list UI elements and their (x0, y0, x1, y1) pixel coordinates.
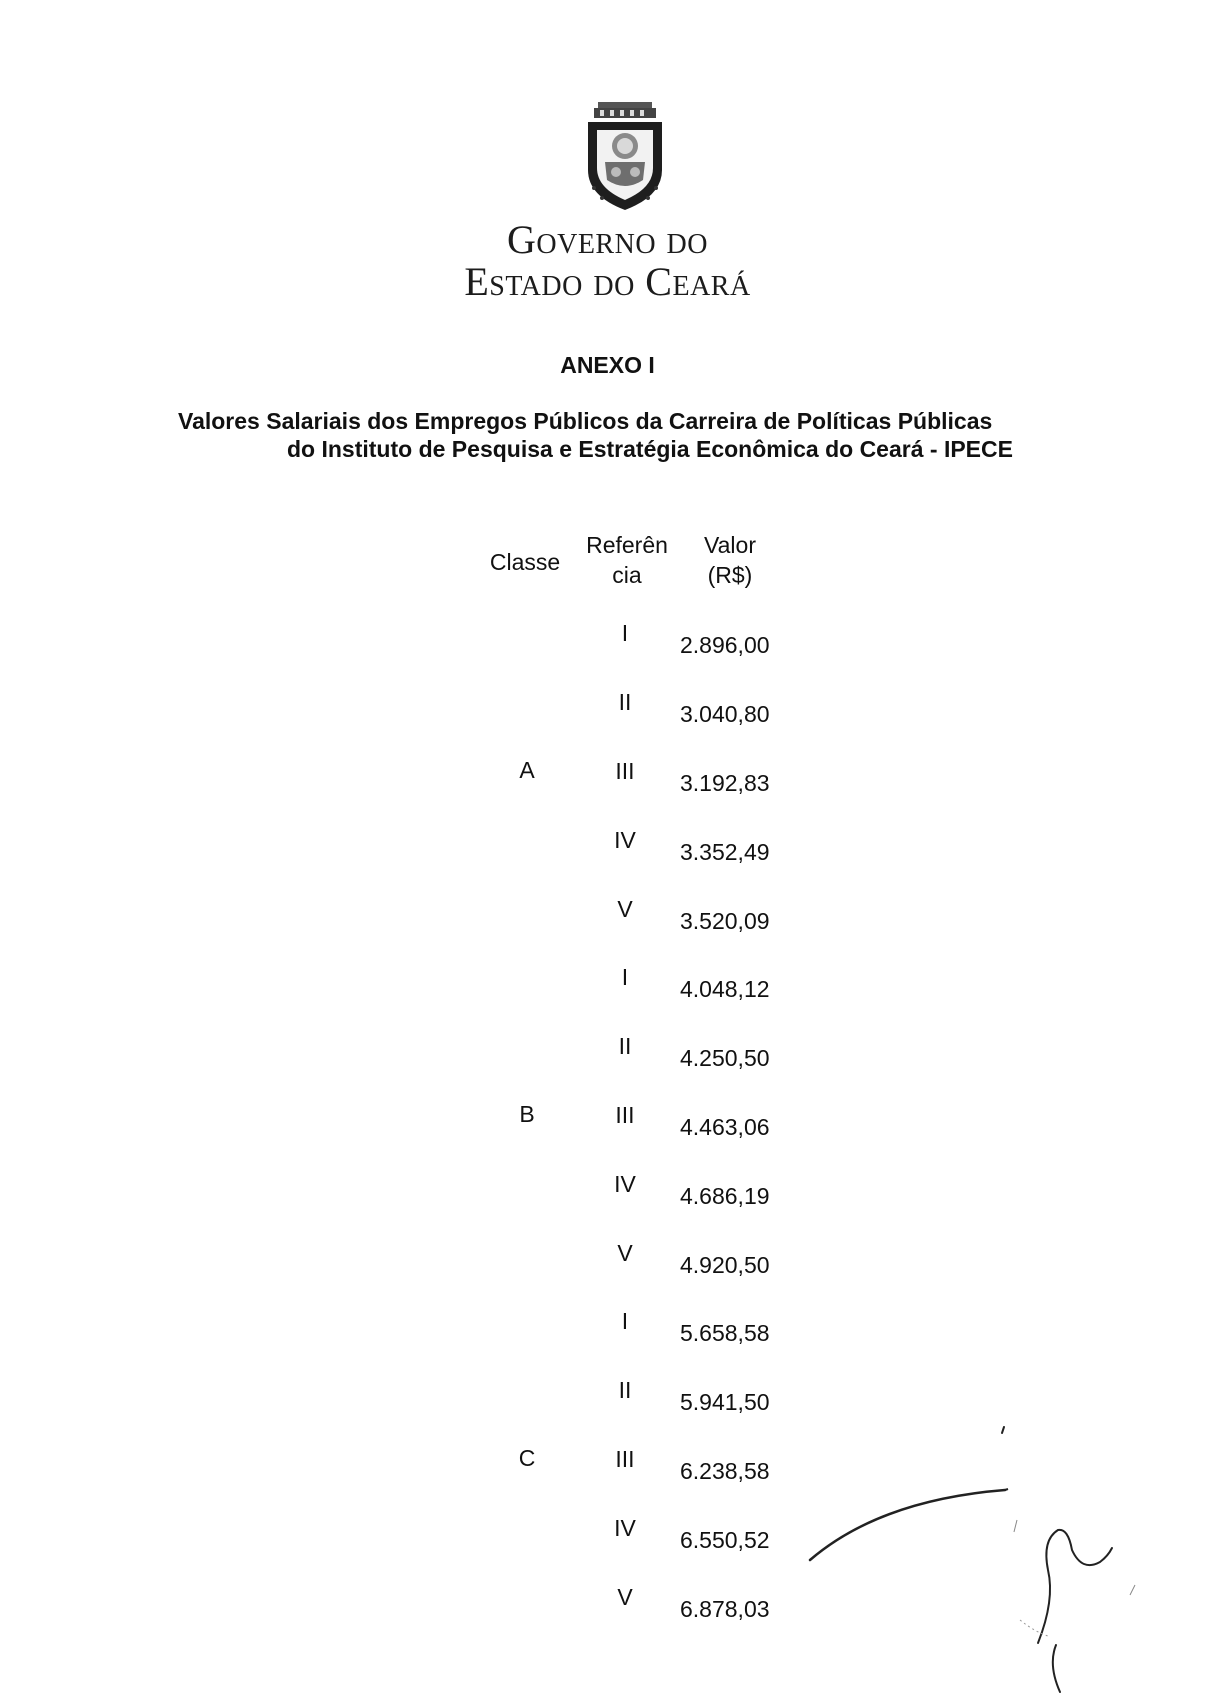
column-header-referencia (572, 530, 682, 590)
column-header-valor-line-1: Valor (704, 532, 756, 558)
annex-subtitle-line-2: do Instituto de Pesquisa e Estratégia Econômica do Ceará - IPECE (287, 436, 1013, 462)
value-cell: 3.040,80 (680, 701, 770, 727)
reference-cell: II (618, 689, 632, 715)
column-header-valor-line-2: (R$) (707, 562, 753, 588)
reference-cell: V (617, 1584, 633, 1610)
value-cell: 4.250,50 (680, 1045, 770, 1071)
annex-subtitle-line-1: Valores Salariais dos Empregos Públicos da Carreira de Políticas Públicas (178, 408, 993, 434)
state-coat-of-arms-seal (580, 100, 670, 212)
reference-cell: I (621, 964, 629, 990)
column-header-referencia-line-2: cia (612, 562, 642, 588)
reference-cell: IV (614, 1171, 636, 1197)
reference-cell: II (618, 1377, 632, 1403)
value-cell: 4.048,12 (680, 976, 770, 1002)
column-header-classe: Classe (489, 549, 561, 575)
reference-cell: III (615, 1102, 635, 1128)
reference-cell: V (617, 1240, 633, 1266)
value-cell: 6.550,52 (680, 1527, 770, 1553)
reference-cell: V (617, 896, 633, 922)
class-label: A (519, 757, 535, 783)
reference-cell: I (621, 1308, 629, 1334)
reference-cell: III (615, 1446, 635, 1472)
class-label: B (519, 1101, 535, 1127)
value-cell: 3.520,09 (680, 908, 770, 934)
value-cell: 4.920,50 (680, 1252, 770, 1278)
value-cell: 5.658,58 (680, 1320, 770, 1346)
value-cell: 2.896,00 (680, 632, 770, 658)
class-label: C (518, 1445, 536, 1471)
reference-cell: II (618, 1033, 632, 1059)
value-cell: 3.352,49 (680, 839, 770, 865)
annex-title: ANEXO I (560, 352, 655, 378)
value-cell: 3.192,83 (680, 770, 770, 796)
value-cell: 4.686,19 (680, 1183, 770, 1209)
handwritten-signature (790, 1400, 1150, 1700)
reference-cell: IV (614, 827, 636, 853)
reference-cell: III (615, 758, 635, 784)
value-cell: 5.941,50 (680, 1389, 770, 1415)
reference-cell: I (621, 620, 629, 646)
value-cell: 6.878,03 (680, 1596, 770, 1622)
column-header-valor (685, 530, 775, 590)
government-name-line-2: Estado do Ceará (464, 259, 751, 304)
value-cell: 6.238,58 (680, 1458, 770, 1484)
value-cell: 4.463,06 (680, 1114, 770, 1140)
government-name-line-1: Governo do (507, 217, 708, 262)
reference-cell: IV (614, 1515, 636, 1541)
column-header-referencia-line-1: Referên (586, 532, 668, 558)
